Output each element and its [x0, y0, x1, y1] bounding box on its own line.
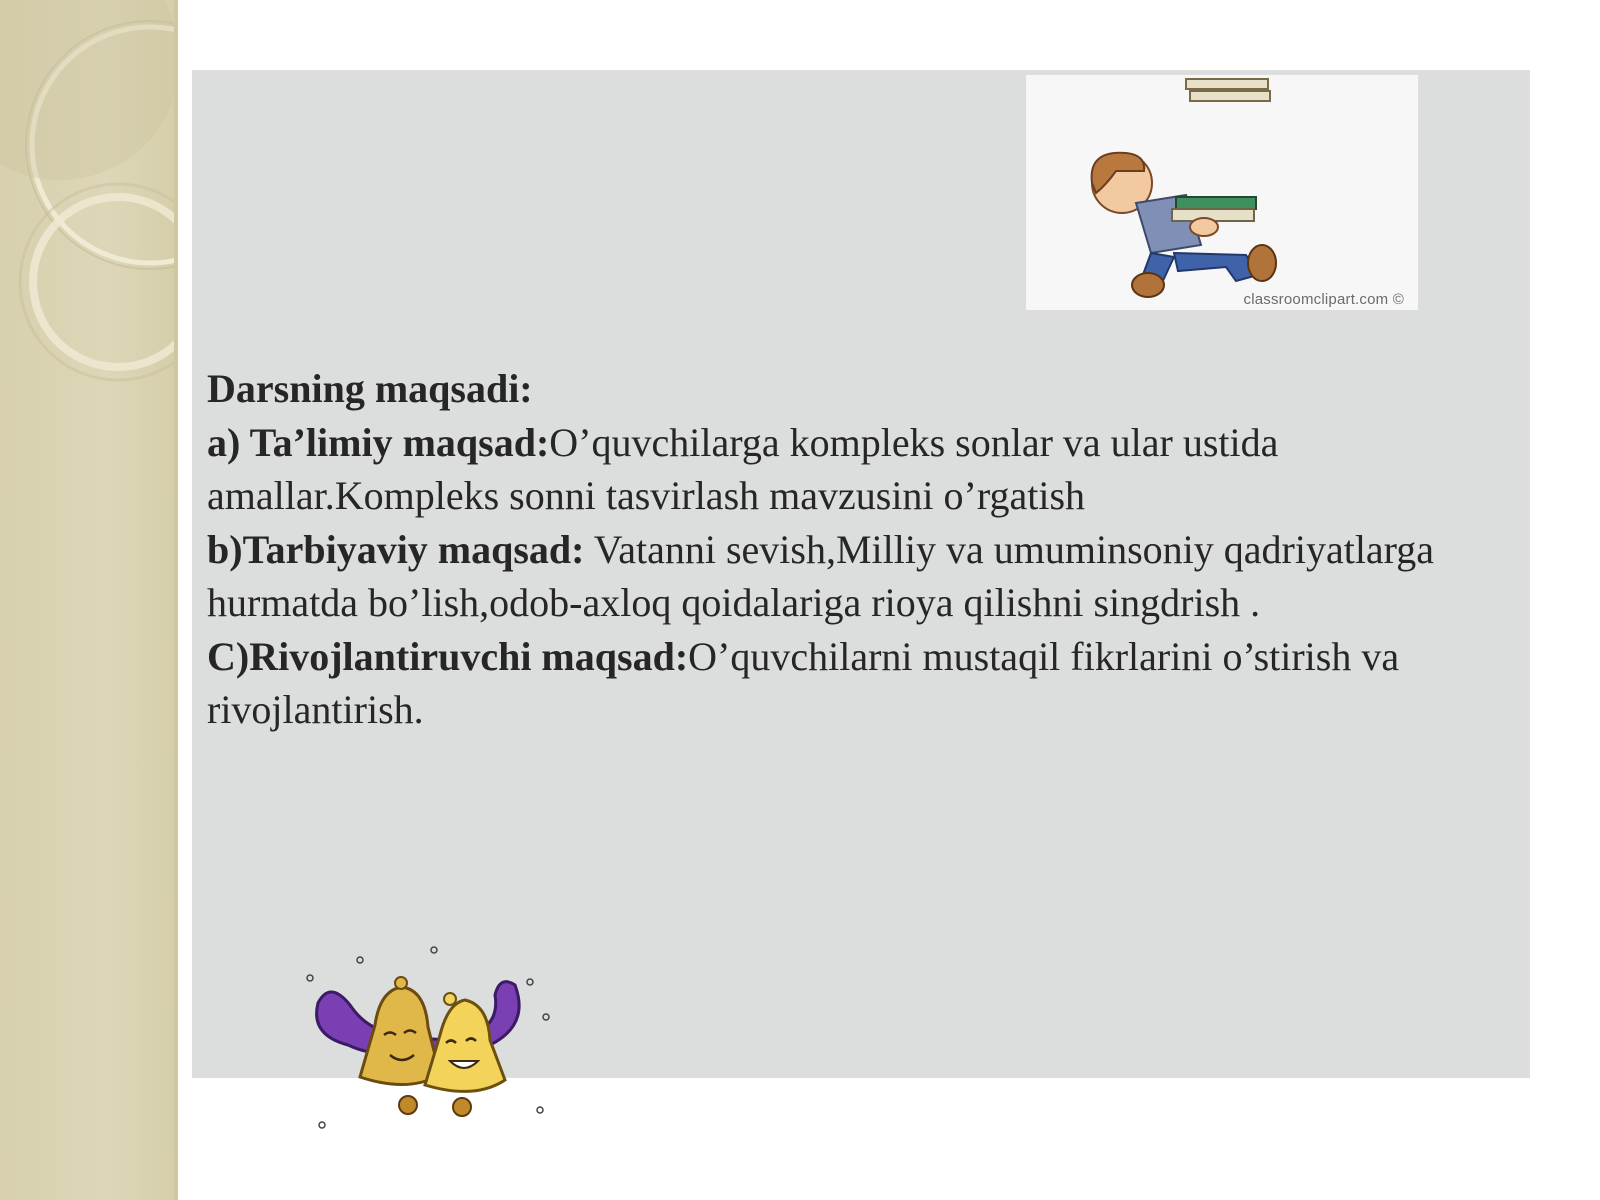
student-carrying-books-icon [1026, 75, 1418, 310]
bells-clipart [300, 935, 560, 1135]
goal-upbringing-text: Vatanni sevish,Milliy va umuminsoniy qadriyatlarga hurmatda bo’lish,odob-axloq qoidalariga rioya qilishni singdrish . [207, 526, 1435, 625]
goal-upbringing [207, 523, 1507, 630]
left-decorative-band [0, 0, 178, 1200]
lesson-goals-text [207, 362, 1507, 737]
goal-developmental-text: O’quvchilarni mustaqil fikrlarini o’stirish va rivojlantirish. [207, 633, 1400, 732]
clipart-credit: classroomclipart.com © [1243, 291, 1404, 308]
goal-educational [207, 416, 1507, 523]
smiling-bells-icon [300, 935, 560, 1135]
decorative-rings-icon [0, 0, 178, 1200]
goal-developmental [207, 630, 1507, 737]
student-clipart [1026, 75, 1418, 310]
goal-educational-text: O’quvchilarga kompleks sonlar va ular ustida amallar.Kompleks sonni tasvirlash mavzusini o’rgatish [207, 419, 1279, 518]
goal-upbringing-label: b)Tarbiyaviy maqsad: [207, 526, 585, 572]
goal-educational-label: a) Ta’limiy maqsad: [207, 419, 550, 465]
lesson-goals-heading: Darsning maqsadi: [207, 366, 533, 411]
goal-developmental-label: C)Rivojlantiruvchi maqsad: [207, 633, 689, 679]
